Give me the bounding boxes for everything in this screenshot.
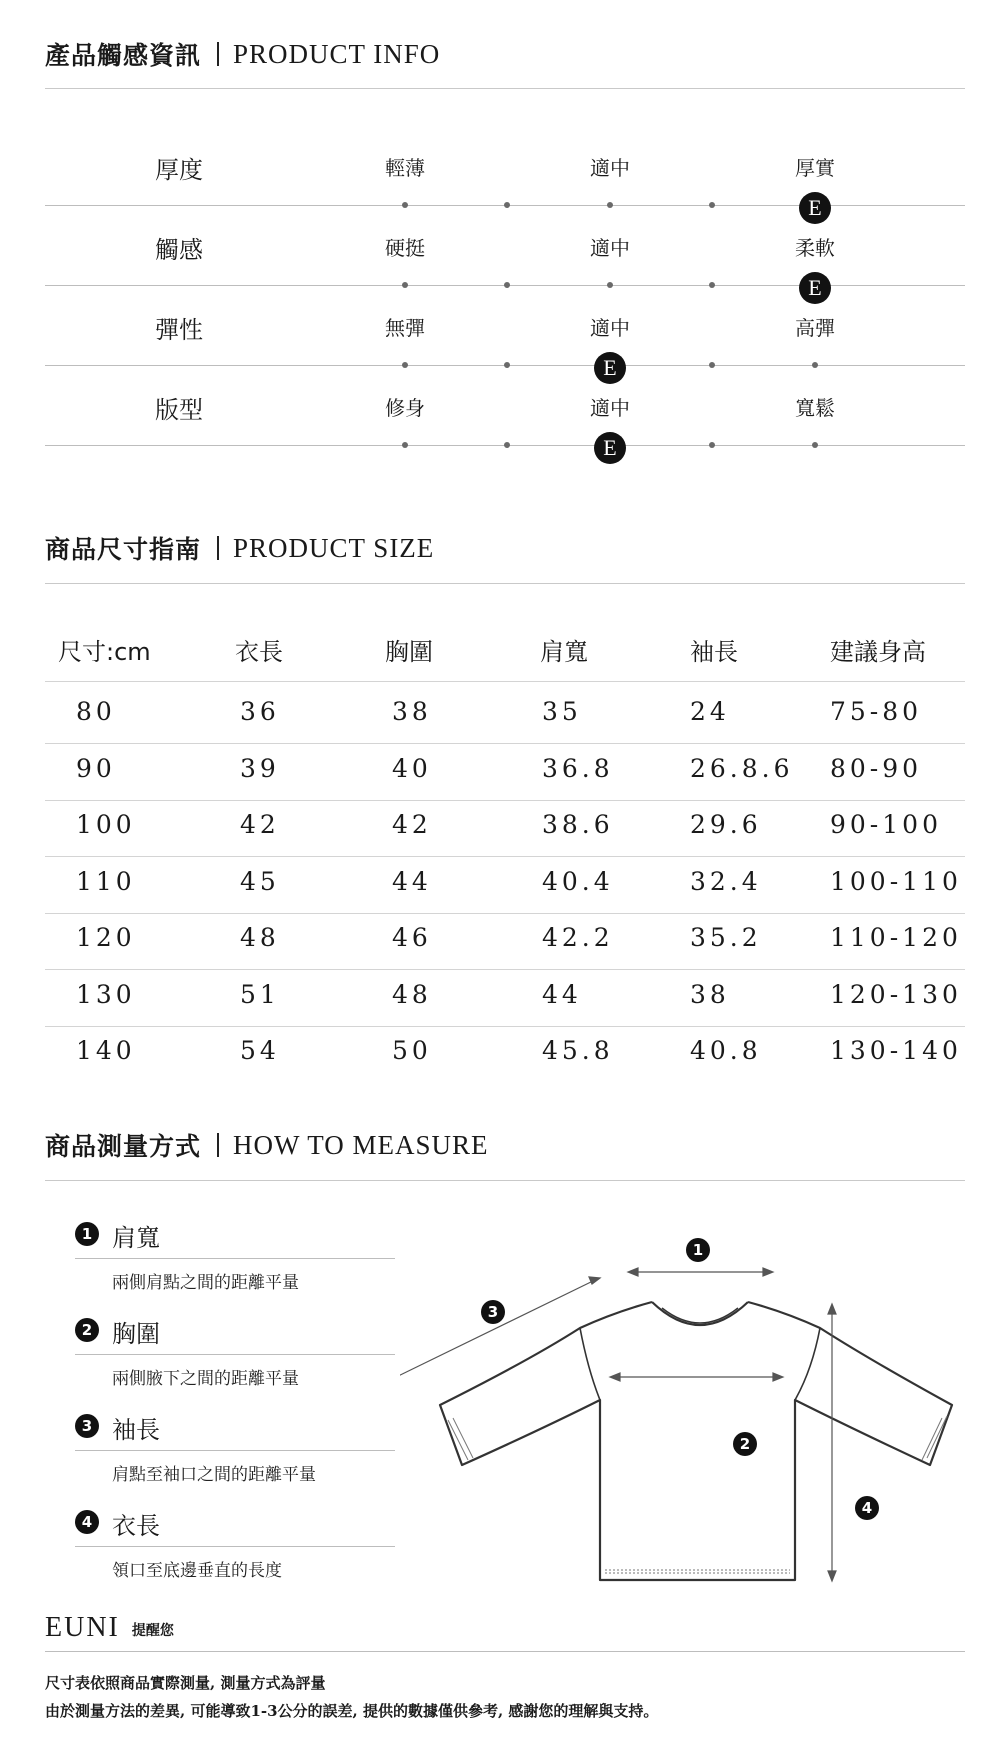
measure-item-rule [75,1546,395,1547]
table-cell: 39 [240,753,280,783]
size-table-header: 建議身高 [830,638,926,666]
product-size-title-en: PRODUCT SIZE [233,532,435,563]
table-cell: 38 [690,979,730,1009]
info-level-option: 適中 [590,156,630,180]
table-cell: 40.8 [690,1036,762,1065]
table-cell: 75-80 [830,697,923,726]
measure-number-badge: 3 [75,1414,99,1438]
info-level-option: 寬鬆 [795,396,835,420]
table-cell: 120-130 [830,979,962,1009]
table-cell: 130 [76,979,136,1009]
table-cell: 40 [392,753,432,783]
selected-level-marker: E [594,432,626,464]
info-row-label: 版型 [155,396,203,424]
reminder-label: 提醒您 [131,1623,174,1639]
table-cell: 44 [542,979,582,1009]
table-cell: 120 [76,923,136,952]
measure-item-title: 袖長 [112,1416,160,1444]
measure-number-badge: 4 [75,1510,99,1534]
table-cell: 110 [76,866,136,896]
selected-level-marker: E [799,272,831,304]
footer-note-1: 尺寸表依照商品實際測量, 測量方式為評量 [45,1674,326,1692]
header-rule [45,88,965,89]
measure-title-zh: 商品測量方式 [45,1132,202,1161]
table-cell: 36.8 [542,753,614,783]
table-cell: 90 [76,753,116,783]
table-cell: 35 [542,697,582,726]
scale-dot [504,202,510,208]
table-cell: 130-140 [830,1036,962,1065]
scale-dot [607,202,613,208]
table-cell: 46 [392,923,432,952]
measure-item-desc: 兩側腋下之間的距離平量 [112,1369,299,1389]
table-cell: 48 [392,979,432,1009]
diagram-marker-2: 2 [733,1432,757,1456]
measure-item-desc: 肩點至袖口之間的距離平量 [112,1465,316,1485]
table-rule [45,913,965,914]
size-table-header: 肩寬 [540,638,588,666]
info-level-option: 高彈 [795,316,835,340]
table-cell: 110-120 [830,923,962,952]
product-info-title-zh: 產品觸感資訊 [45,41,202,70]
ribbing [448,1416,947,1573]
shirt-outline [400,1220,952,1580]
table-rule [45,681,965,682]
scale-dot [402,362,408,368]
title-divider [217,1133,219,1157]
selected-level-marker: E [799,192,831,224]
size-table-header: 衣長 [235,638,283,666]
table-cell: 44 [392,866,432,896]
scale-dot [504,282,510,288]
footer-rule [45,1651,965,1652]
header-rule [45,583,965,584]
product-size-title-zh: 商品尺寸指南 [45,535,202,564]
table-cell: 100-110 [830,866,962,896]
measure-number-badge: 2 [75,1318,99,1342]
info-row-label: 觸感 [155,236,203,264]
scale-dot [504,362,510,368]
diagram-marker-1: 1 [686,1238,710,1262]
measure-header [45,1127,489,1163]
scale-dot [812,442,818,448]
title-divider [217,42,219,66]
table-cell: 26.8.6 [690,753,794,783]
table-cell: 35.2 [690,923,762,952]
measure-number-badge: 1 [75,1222,99,1246]
measure-item-desc: 兩側肩點之間的距離平量 [112,1273,299,1293]
size-table-header: 胸圍 [385,638,433,666]
scale-dot [709,362,715,368]
info-level-option: 輕薄 [385,156,425,180]
product-size-header [45,530,434,566]
measure-item-rule [75,1354,395,1355]
table-cell: 24 [690,697,730,726]
scale-dot [402,202,408,208]
scale-dot [812,362,818,368]
table-cell: 51 [240,979,280,1009]
scale-dot [607,282,613,288]
table-rule [45,969,965,970]
table-cell: 54 [240,1036,280,1065]
table-cell: 48 [240,923,280,952]
table-rule [45,743,965,744]
table-cell: 100 [76,810,136,839]
table-cell: 29.6 [690,810,762,839]
table-cell: 80 [76,697,116,726]
size-table-header: 袖長 [690,638,738,666]
scale-dot [504,442,510,448]
table-cell: 42 [392,810,432,839]
table-cell: 42 [240,810,280,839]
size-table-header: 尺寸:cm [58,638,151,666]
scale-dot [709,202,715,208]
table-cell: 80-90 [830,753,923,783]
measure-item-title: 肩寬 [112,1224,160,1252]
measure-item-title: 胸圍 [112,1320,160,1348]
info-level-option: 適中 [590,316,630,340]
diagram-marker-4: 4 [855,1496,879,1520]
measure-item-title: 衣長 [112,1512,160,1540]
info-level-option: 適中 [590,396,630,420]
header-rule [45,1180,965,1181]
info-level-option: 無彈 [385,316,425,340]
table-cell: 45.8 [542,1036,614,1065]
info-level-option: 柔軟 [795,236,835,260]
brand-logo: EUNI [45,1612,120,1643]
table-cell: 36 [240,697,280,726]
measure-title-en: HOW TO MEASURE [233,1129,489,1160]
scale-dot [402,442,408,448]
brand-reminder [45,1612,174,1644]
table-cell: 40.4 [542,866,614,896]
scale-dot [709,282,715,288]
table-cell: 32.4 [690,866,762,896]
product-info-title-en: PRODUCT INFO [233,38,441,69]
table-cell: 140 [76,1036,136,1065]
info-row-label: 彈性 [155,316,203,344]
diagram-marker-3: 3 [481,1300,505,1324]
table-rule [45,856,965,857]
shirt-diagram [400,1220,970,1610]
title-divider [217,536,219,560]
measure-item-rule [75,1450,395,1451]
table-cell: 42.2 [542,923,614,952]
info-level-option: 修身 [385,396,425,420]
info-level-option: 硬挺 [385,236,425,260]
measure-arrows [400,1268,836,1581]
table-cell: 45 [240,866,280,896]
scale-dot [709,442,715,448]
table-cell: 38.6 [542,810,614,839]
measure-item-desc: 領口至底邊垂直的長度 [112,1561,282,1581]
table-cell: 50 [392,1036,432,1065]
selected-level-marker: E [594,352,626,384]
table-cell: 38 [392,697,432,726]
product-info-header [45,36,440,72]
info-row-label: 厚度 [155,156,203,184]
info-level-option: 厚實 [795,156,835,180]
table-rule [45,800,965,801]
measure-item-rule [75,1258,395,1259]
footer-note-2: 由於測量方法的差異, 可能導致1-3公分的誤差, 提供的數據僅供參考, 感謝您的理解與支持。 [45,1702,659,1720]
table-cell: 90-100 [830,810,942,839]
info-level-option: 適中 [590,236,630,260]
table-rule [45,1026,965,1027]
scale-dot [402,282,408,288]
